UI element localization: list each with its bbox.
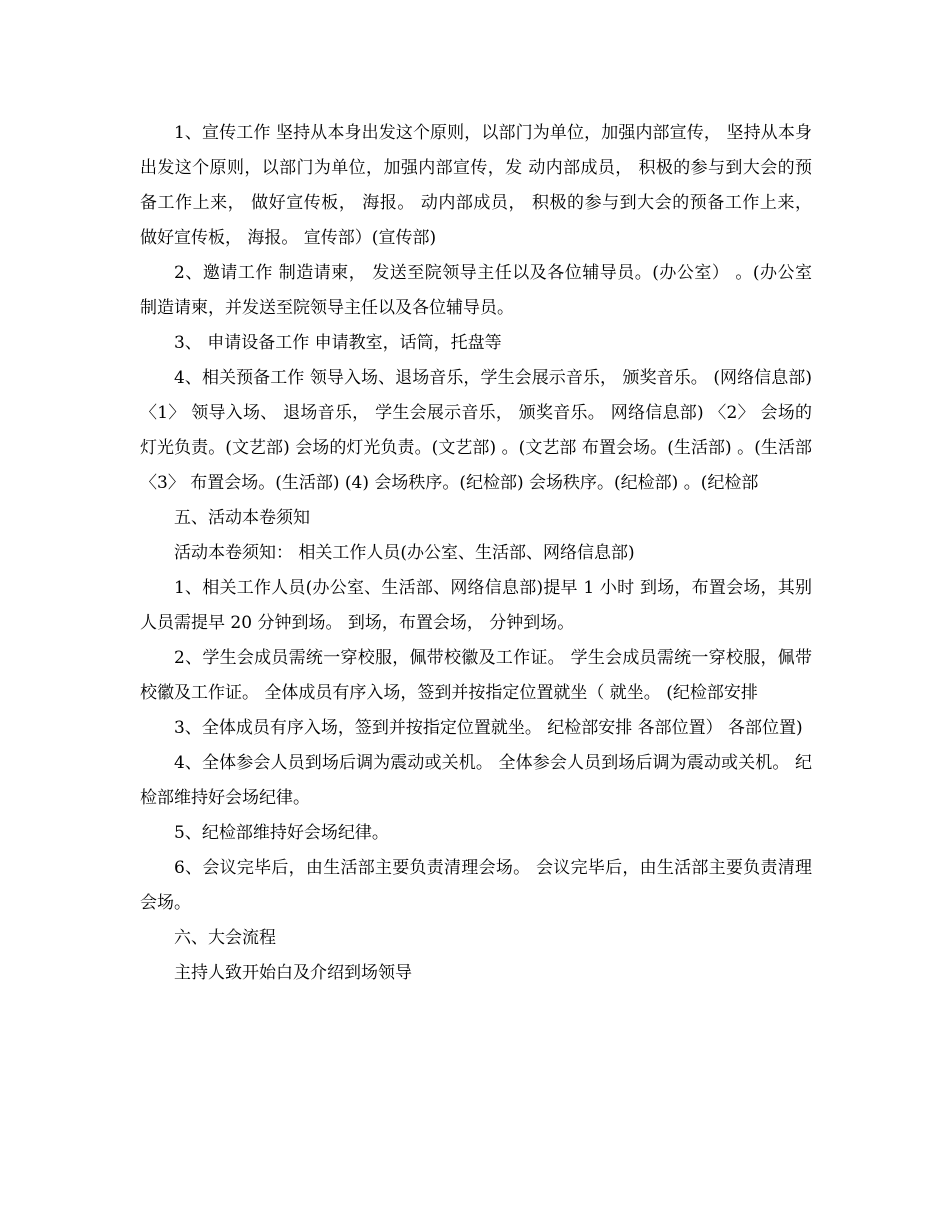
paragraph-equipment: 3、 申请设备工作 申请教室，话筒，托盘等 — [174, 333, 502, 353]
paragraph-note-6: 6、会议完毕后，由生活部主要负责清理会场。 会议完毕后，由生活部主要负责清理会场。 — [140, 858, 812, 913]
paragraph-note-5: 5、纪检部维持好会场纪律。 — [174, 823, 389, 843]
paragraph-note-2: 2、学生会成员需统一穿校服，佩带校徽及工作证。 学生会成员需统一穿校服，佩带校徽及工作证。 全体成员有序入场，签到并按指定位置就坐（ 就坐。 (纪检部安排 — [140, 648, 812, 703]
paragraph-preparation: 4、相关预备工作 领导入场、退场音乐，学生会展示音乐， 颁奖音乐。 (网络信息部) 〈1〉 领导入场、 退场音乐， 学生会展示音乐， 颁奖音乐。 网络信息部) 〈2〉 会场的灯光负责。(文艺部) 会场的灯光负责。(文艺部) 。(文艺部 布置会场。(生活部) 。(生活部 〈3〉 布置会场。(生活部) (4) 会场秩序。(纪检部) 会场秩序。(纪检部) 。(纪检部 — [140, 368, 812, 493]
paragraph-publicity: 1、宣传工作 坚持从本身出发这个原则，以部门为单位，加强内部宣传， 坚持从本身出发这个原则，以部门为单位，加强内部宣传，发 动内部成员， 积极的参与到大会的预备工作上来， 做好宣传板， 海报。 动内部成员， 积极的参与到大会的预备工作上来， 做好宣传板， 海报。 宣传部）(宣传部) — [140, 123, 812, 248]
paragraph-agenda-1: 主持人致开始白及介绍到场领导 — [174, 963, 412, 983]
paragraph-note-1: 1、相关工作人员(办公室、生活部、网络信息部)提早 1 小时 到场，布置会场，其别人员需提早 20 分钟到场。 到场，布置会场， 分钟到场。 — [140, 578, 812, 633]
paragraph-invitation: 2、邀请工作 制造请柬， 发送至院领导主任以及各位辅导员。(办公室） 。(办公室 制造请柬，并发送至院领导主任以及各位辅导员。 — [140, 263, 812, 318]
document-body — [140, 116, 812, 991]
section-heading-notes: 五、活动本卷须知 — [174, 508, 310, 528]
paragraph-notes-intro: 活动本卷须知： 相关工作人员(办公室、生活部、网络信息部) — [174, 543, 635, 563]
paragraph-note-3: 3、全体成员有序入场，签到并按指定位置就坐。 纪检部安排 各部位置） 各部位置) — [174, 718, 803, 738]
paragraph-note-4: 4、全体参会人员到场后调为震动或关机。 全体参会人员到场后调为震动或关机。 纪检部维持好会场纪律。 — [140, 753, 812, 808]
section-heading-agenda: 六、大会流程 — [174, 928, 276, 948]
